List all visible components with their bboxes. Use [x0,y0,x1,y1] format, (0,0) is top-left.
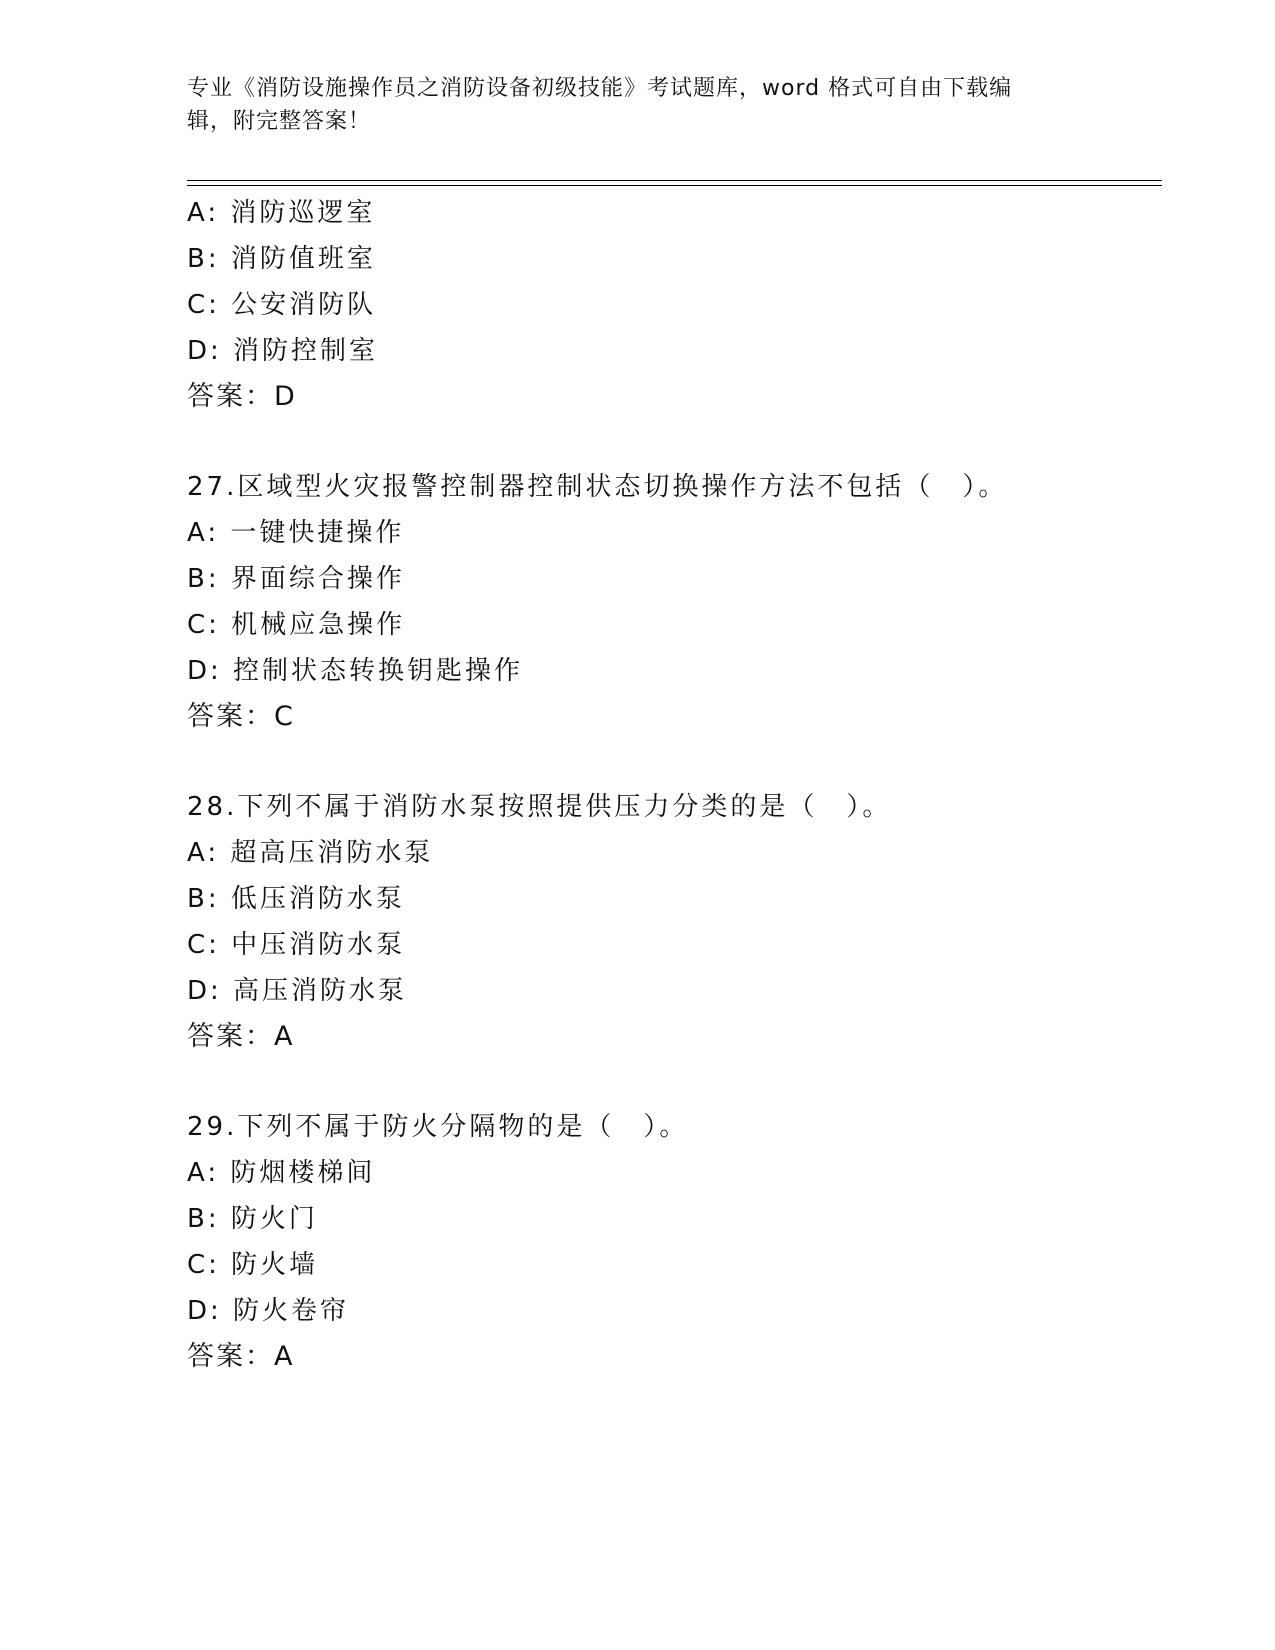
option-d: D: 消防控制室 [187,336,379,366]
answer-line [187,1014,1162,1060]
question-text: 28.下列不属于消防水泵按照提供压力分类的是（ ）。 [187,792,892,822]
option-b: B: 低压消防水泵 [187,884,405,914]
answer-line [187,1334,1162,1380]
question-text: 27.区域型火灾报警控制器控制状态切换操作方法不包括（ ）。 [187,472,1008,502]
answer-line [187,694,1162,740]
question-text: 29.下列不属于防火分隔物的是（ ）。 [187,1112,689,1142]
option-a: A: 防烟楼梯间 [187,1158,376,1188]
question-content [187,190,1162,1380]
answer-label: 答案： [187,381,274,412]
answer-label: 答案： [187,1021,274,1052]
option-b: B: 消防值班室 [187,244,376,274]
answer-line [187,374,1162,420]
carryover-question [187,190,1162,420]
option-c: C: 中压消防水泵 [187,930,406,960]
answer-value: D [274,381,295,412]
question-28 [187,784,1162,1060]
question-29 [187,1104,1162,1380]
answer-value: A [274,1021,293,1052]
option-d: D: 防火卷帘 [187,1296,350,1326]
option-d: D: 高压消防水泵 [187,976,408,1006]
option-a: A: 超高压消防水泵 [187,838,434,868]
option-c: C: 公安消防队 [187,290,377,320]
answer-value: C [274,701,293,732]
header-divider-bottom [187,185,1162,186]
header-line-1: 专业《消防设施操作员之消防设备初级技能》考试题库，word 格式可自由下载编 [187,76,1013,101]
option-c: C: 机械应急操作 [187,610,406,640]
answer-label: 答案： [187,701,274,732]
answer-value: A [274,1341,293,1372]
option-b: B: 界面综合操作 [187,564,405,594]
header-divider-top [187,180,1162,181]
option-a: A: 一键快捷操作 [187,518,405,548]
question-27 [187,464,1162,740]
header-line-2: 辑，附完整答案！ [187,109,372,134]
option-a: A: 消防巡逻室 [187,198,376,228]
option-c: C: 防火墙 [187,1250,319,1280]
document-header [187,72,1087,138]
option-d: D: 控制状态转换钥匙操作 [187,656,524,686]
option-b: B: 防火门 [187,1204,318,1234]
answer-label: 答案： [187,1341,274,1372]
